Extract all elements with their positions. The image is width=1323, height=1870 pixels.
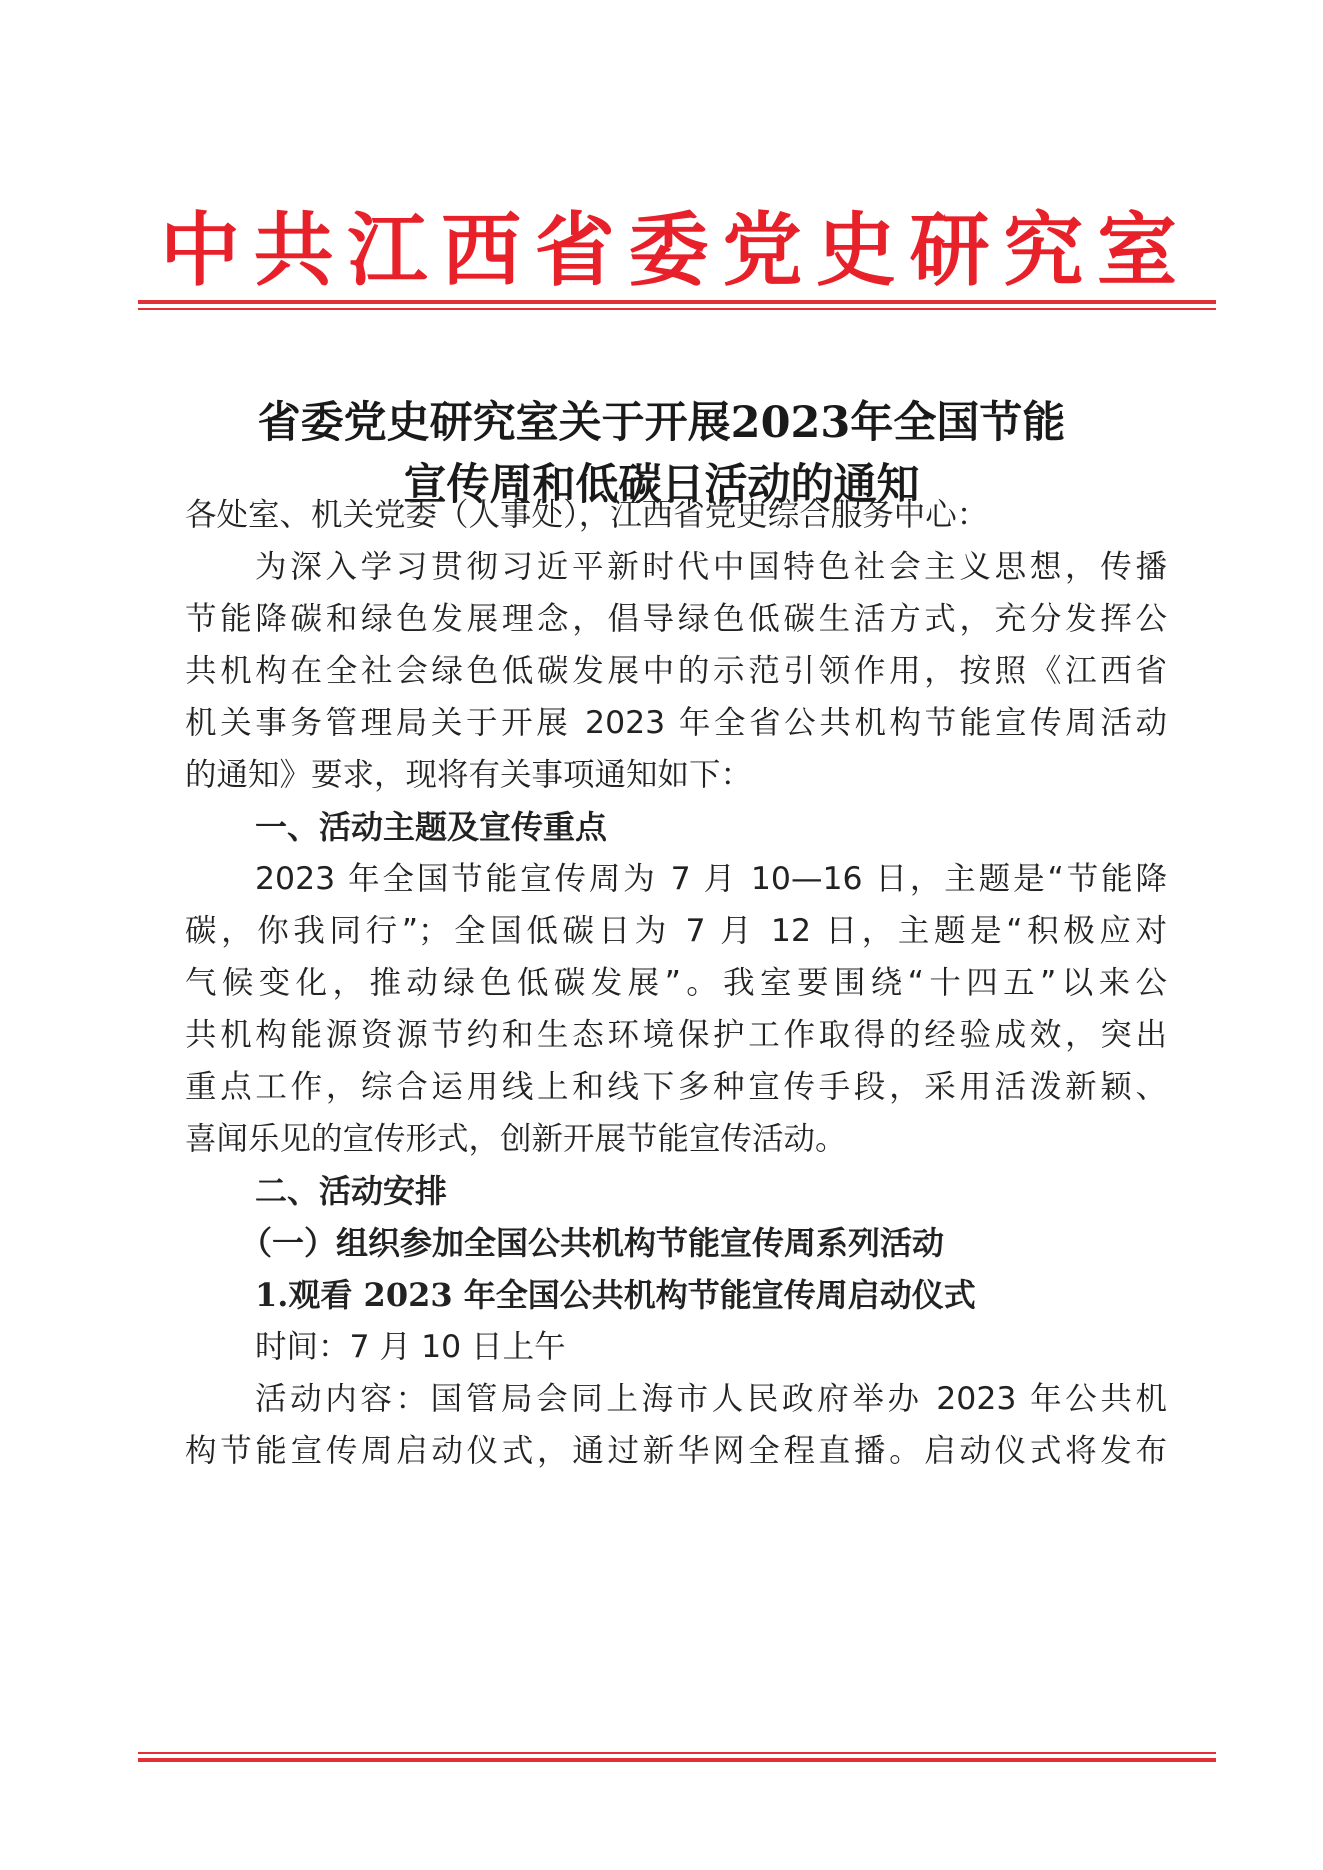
intro-line: 机关事务管理局关于开展 2023 年全省公共机构节能宣传周活动 — [185, 705, 1167, 741]
intro-line: 的通知》要求，现将有关事项通知如下： — [185, 757, 753, 793]
section-1-line: 喜闻乐见的宣传形式，创新开展节能宣传活动。 — [185, 1121, 847, 1157]
subsection-1-heading: （一）组织参加全国公共机构节能宣传周系列活动 — [240, 1224, 945, 1262]
section-1-heading: 一、活动主题及宣传重点 — [255, 808, 608, 846]
document-title-line-2: 宣传周和低碳日活动的通知 — [403, 460, 920, 510]
item-1-heading: 1.观看 2023 年全国公共机构节能宣传周启动仪式 — [255, 1276, 976, 1314]
red-rule-thick — [138, 1758, 1216, 1762]
masthead-org-name: 中共江西省委党史研究室 — [160, 203, 1190, 297]
footer-red-rule — [138, 1752, 1216, 1764]
section-1-line: 碳，你我同行”；全国低碳日为 7 月 12 日，主题是“积极应对 — [185, 913, 1167, 949]
section-1-line: 重点工作，综合运用线上和线下多种宣传手段，采用活泼新颖、 — [185, 1069, 1167, 1105]
item-1-time: 时间：7 月 10 日上午 — [255, 1329, 566, 1365]
section-1-line: 共机构能源资源节约和生态环境保护工作取得的经验成效，突出 — [185, 1017, 1167, 1053]
section-1-line: 2023 年全国节能宣传周为 7 月 10—16 日，主题是“节能降 — [255, 861, 1167, 897]
red-rule-thick — [138, 300, 1216, 304]
red-rule-thin — [138, 308, 1216, 310]
salutation: 各处室、机关党委（人事处），江西省党史综合服务中心： — [185, 497, 989, 533]
item-1-content-line: 构节能宣传周启动仪式，通过新华网全程直播。启动仪式将发布 — [185, 1433, 1167, 1469]
intro-line: 节能降碳和绿色发展理念，倡导绿色低碳生活方式，充分发挥公 — [185, 601, 1167, 637]
red-rule-thin — [138, 1752, 1216, 1754]
item-1-content-line: 活动内容：国管局会同上海市人民政府举办 2023 年公共机 — [255, 1381, 1167, 1417]
intro-line: 共机构在全社会绿色低碳发展中的示范引领作用，按照《江西省 — [185, 653, 1167, 689]
document-title-line-1: 省委党史研究室关于开展2023年全国节能 — [257, 398, 1066, 448]
intro-line: 为深入学习贯彻习近平新时代中国特色社会主义思想，传播 — [255, 549, 1167, 585]
section-2-heading: 二、活动安排 — [255, 1172, 448, 1210]
masthead-red-rule — [138, 300, 1216, 312]
section-1-line: 气候变化，推动绿色低碳发展”。我室要围绕“十四五”以来公 — [185, 965, 1167, 1001]
